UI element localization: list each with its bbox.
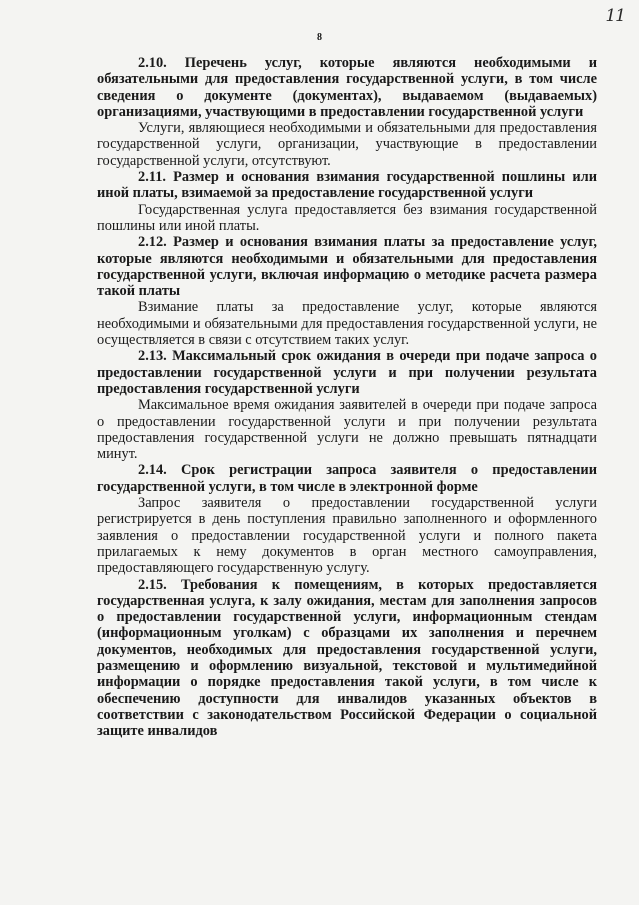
handwritten-page-mark: 11 xyxy=(605,6,625,26)
section-2-14-text: Запрос заявителя о предоставлении государственной услуги регистрируется в день поступления правильно заполненного и оформленного заявления о предоставлении государственной услуги и полного пакета прилагаемых к нему документов в орган местного самоуправления, предоставляющего государственную услугу. xyxy=(97,495,597,577)
section-2-11-heading: 2.11. Размер и основания взимания государственной пошлины или иной платы, взимаемой за предоставление государственной услуги xyxy=(97,169,597,202)
section-2-13-text: Максимальное время ожидания заявителей в очереди при подаче запроса о предоставлении государственной услуги и при получении результата предоставления государственной услуги не должно превышать пятнадцати минут. xyxy=(97,397,597,463)
section-2-12-heading: 2.12. Размер и основания взимания платы за предоставление услуг, которые являются необходимыми и обязательными для предоставления государственной услуги, включая информацию о методике расчета размера такой платы xyxy=(97,234,597,300)
section-2-10-text: Услуги, являющиеся необходимыми и обязательными для предоставления государственной услуги, организации, участвующие в предоставлении государственной услуги, отсутствуют. xyxy=(97,120,597,169)
section-2-10-heading: 2.10. Перечень услуг, которые являются необходимыми и обязательными для предоставления государственной услуги, в том числе сведения о документе (документах), выдаваемом (выдаваемых) организациями, участвующими в предоставлении государственной услуги xyxy=(97,55,597,120)
document-body xyxy=(97,55,597,739)
section-2-15-heading: 2.15. Требования к помещениям, в которых предоставляется государственная услуга, к залу ожидания, местам для заполнения запросов о предоставлении государственной услуги, информационным стендам (информационным уголкам) с образцами их заполнения и перечнем документов, необходимых для предоставления государственной услуги, размещению и оформлению визуальной, текстовой и мультимедийной информации о порядке предоставления такой услуги, в том числе к обеспечению доступности для инвалидов указанных объектов в соответствии с законодательством Российской Федерации о социальной защите инвалидов xyxy=(97,576,597,740)
section-2-14-heading: 2.14. Срок регистрации запроса заявителя о предоставлении государственной услуги, в том числе в электронной форме xyxy=(97,462,597,495)
page-number: 8 xyxy=(317,32,322,43)
section-2-11-text: Государственная услуга предоставляется без взимания государственной пошлины или иной платы. xyxy=(97,201,597,234)
section-2-13-heading: 2.13. Максимальный срок ожидания в очереди при подаче запроса о предоставлении государственной услуги и при получении результата предоставления государственной услуги xyxy=(97,348,597,397)
section-2-12-text: Взимание платы за предоставление услуг, которые являются необходимыми и обязательными для предоставления государственной услуги, не осуществляется в связи с отсутствием таких услуг. xyxy=(97,299,597,349)
